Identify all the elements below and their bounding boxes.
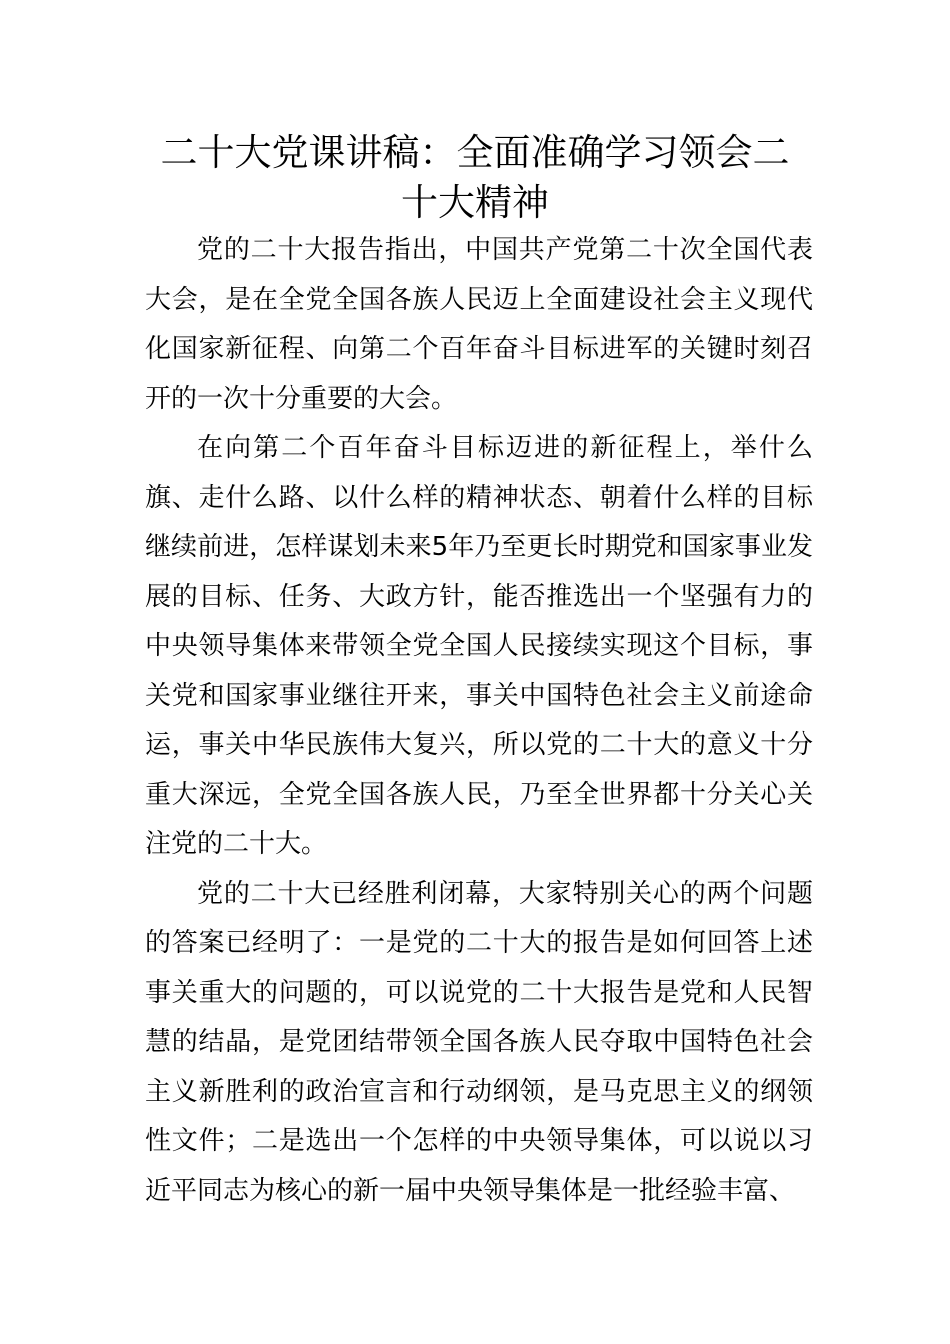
document-body <box>145 226 813 1216</box>
paragraph-1: 党的二十大报告指出，中国共产党第二十次全国代表大会，是在全党全国各族人民迈上全面建设社会主义现代化国家新征程、向第二个百年奋斗目标进军的关键时刻召开的一次十分重要的大会。 <box>145 235 813 414</box>
paragraph-3: 党的二十大已经胜利闭幕，大家特别关心的两个问题的答案已经明了：一是党的二十大的报告是如何回答上述事关重大的问题的，可以说党的二十大报告是党和人民智慧的结晶，是党团结带领全国各族人民夺取中国特色社会主义新胜利的政治宣言和行动纲领，是马克思主义的纲领性文件；二是选出一个怎样的中央领导集体，可以说以习近平同志为核心的新一届中央领导集体是一批经验丰富、 <box>145 878 813 1206</box>
document-title: 二十大党课讲稿：全面准确学习领会二十大精神 <box>160 131 790 224</box>
paragraph-2: 在向第二个百年奋斗目标迈进的新征程上，举什么旗、走什么路、以什么样的精神状态、朝着什么样的目标继续前进，怎样谋划未来5年乃至更长时期党和国家事业发展的目标、任务、大政方针，能否推选出一个坚强有力的中央领导集体来带领全党全国人民接续实现这个目标，事关党和国家事业继往开来，事关中国特色社会主义前途命运，事关中华民族伟大复兴，所以党的二十大的意义十分重大深远，全党全国各族人民，乃至全世界都十分关心关注党的二十大。 <box>145 433 813 859</box>
